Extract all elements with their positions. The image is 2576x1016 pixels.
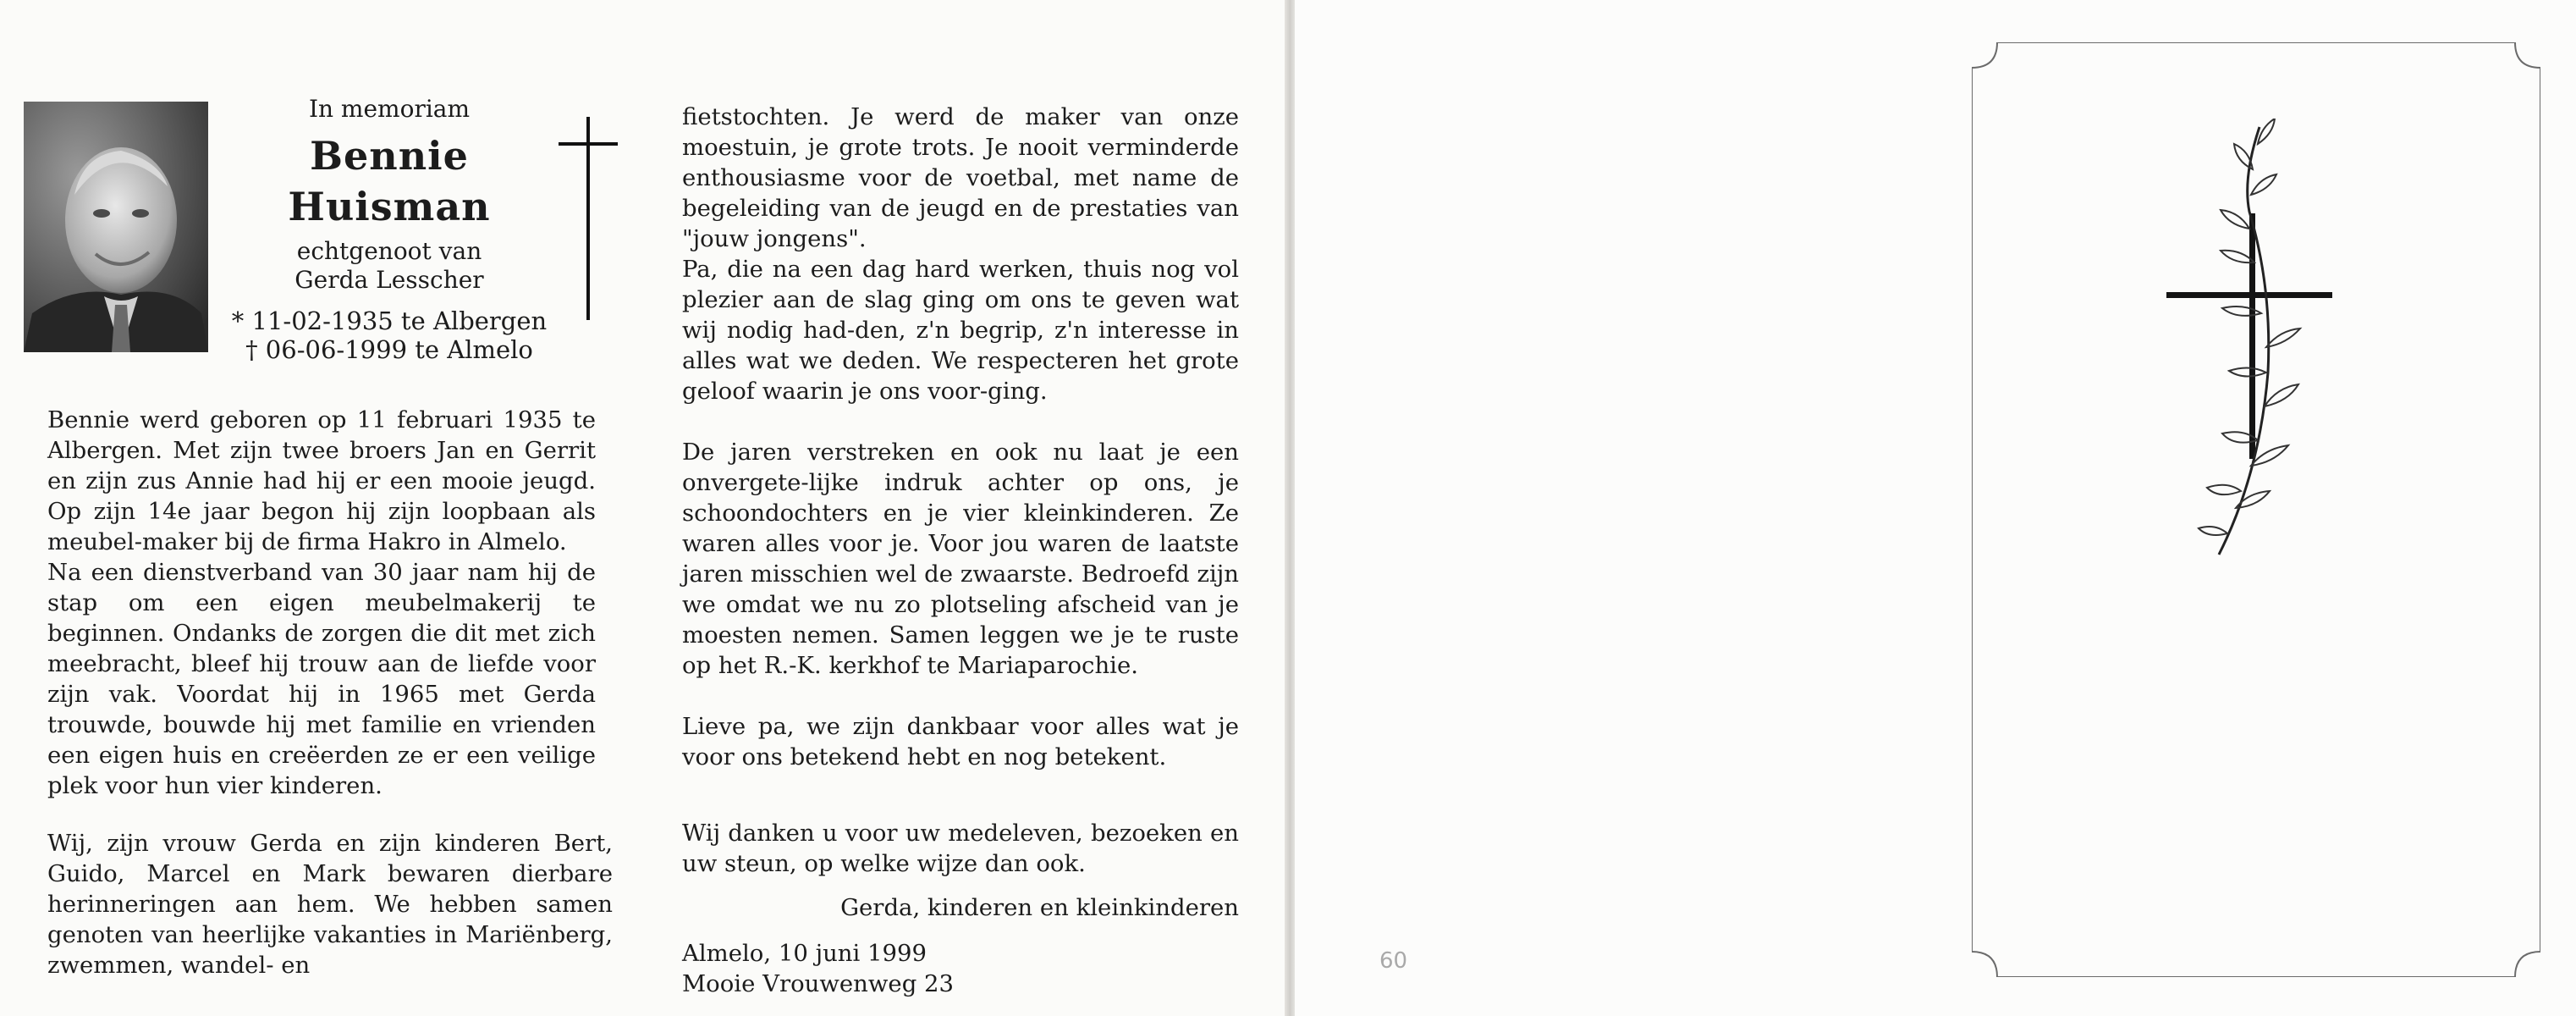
address: Mooie Vrouwenweg 23 [682, 970, 955, 997]
cross-with-olive-branch-icon [2166, 119, 2344, 567]
spouse-line-2: Gerda Lesscher [294, 266, 484, 294]
page-number: 60 [1379, 948, 1408, 974]
spouse-line-1: echtgenoot van [296, 237, 482, 265]
text-column-1 [47, 405, 596, 801]
paragraph-career: Na een dienstverband van 30 jaar nam hij de stap om een eigen meubelmakerij te beginnen. Ondanks de zorgen die dit met zich meebracht, bleef hij trouw aan de liefde voor zijn vak. Voordat hij in 1965 met Gerda trouwde, bouwde hij met familie en vrienden een eigen huis en creëerden ze er een veilige plek voor hun vier kinderen. [47, 559, 596, 799]
portrait-photo [24, 102, 208, 352]
birth-date: * 11-02-1935 te Albergen [231, 306, 548, 335]
paragraph-family: Wij, zijn vrouw Gerda en zijn kinderen Bert, Guido, Marcel en Mark bewaren dierbare herinneringen aan hem. We hebben samen genoten van heerlijke vakanties in Mariënberg, zwemmen, wandel- en [47, 830, 613, 979]
paragraph-gratitude: Lieve pa, we zijn dankbaar voor alles wat je voor ons betekend hebt en nog betekent. [682, 713, 1239, 770]
paragraph-years: De jaren verstreken en ook nu laat je een onvergete-lijke indruk achter op ons, je schoondochters en je vier kleinkinderen. Ze waren alles voor je. Voor jou waren de laatste jaren misschien wel de zwaarste. Bedroefd zijn we omdat we nu zo plotseling afscheid van je moesten nemen. Samen leggen we je te ruste op het R.-K. kerkhof te Mariaparochie. [682, 439, 1239, 679]
paragraph-father: Pa, die na een dag hard werken, thuis nog vol plezier aan de slag ging om ons te geven wat wij nodig had-den, z'n begrip, z'n interesse in alles wat we deden. We respecteren het grote geloof waarin je ons voor-ging. [682, 256, 1239, 405]
paragraph-thanks: Wij danken u voor uw medeleven, bezoeken en uw steun, op welke wijze dan ook. [682, 820, 1239, 877]
paragraph-hobbies: fietstochten. Je werd de maker van onze moestuin, je grote trots. Je nooit verminderde enthousiasme voor de voetbal, met name de begeleiding van de jeugd en de prestaties van "jouw jongens". [682, 103, 1239, 252]
place-date: Almelo, 10 juni 1999 [682, 940, 927, 967]
in-memoriam-label: In memoriam [308, 95, 471, 123]
paragraph-birth: Bennie werd geboren op 11 februari 1935 te Albergen. Met zijn twee broers Jan en Gerrit en zijn zus Annie had hij er een mooie jeugd. Op zijn 14e jaar begon hij zijn loopbaan als meubel-maker bij de firma Hakro in Almelo. [47, 406, 596, 555]
text-column-1-continued [47, 828, 613, 980]
death-date: † 06-06-1999 te Almelo [245, 335, 533, 364]
deceased-name: Bennie Huisman [288, 133, 491, 229]
text-column-2 [682, 102, 1239, 999]
memorial-header [212, 95, 567, 364]
cross-icon [559, 117, 618, 320]
signature: Gerda, kinderen en kleinkinderen [840, 894, 1239, 921]
